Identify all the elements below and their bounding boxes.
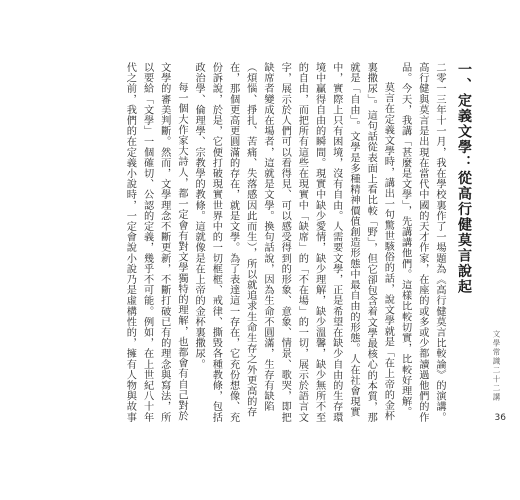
body-text [124,62,448,432]
paragraph: 二零一三年十一月，我在學校裏作了一場題為《高行健莫言比較論》的演講。高行健與莫言是出現在當代中國的天才作家，在座的或多或少都讀過他們的作品。今天，我講「甚麼是文學」，先講講他們。這樣比較切實，比較好理解。 [399,62,445,423]
paragraph: 每一個大作家大詩人，都一定會有對文學獨特的理解，也都會有自己對於文學的審美判斷。然而，文學理念不斷更新，不斷打破已有的理念與寫法，所以要給「文學」一個確切、公認的定義，幾乎不可能。例如，在上世紀八十年代之前，我們的在定義小說時，一定會說小說乃是虛構性的，擁有人物與故事 [124,62,187,423]
page-number: 36 [494,413,506,423]
paragraph: 莫言在定義文學時，講出一句驚世駭俗的話，說文學就是「在上帝的金杯裏撒尿」。這句話從表面上看比較「野」，但它卻包含着文學最核心的本質，那就是「自由」。文學是多種精神價值創造形態中最自由的形態。人在社會現實中，實際上只有困境，沒有自由。人需要文學，正是希望在缺少自由的生存環境中贏得自由的瞬間。現實中缺少愛情，缺少理解，缺少溫馨，缺少無所不至的自由，而把所有這些在現實中「缺席」的「不在場」的一切，展示於語言文字，展示於人們可以看得見、可以感受得到的形象、意象、情景、歌哭，即把缺席者變成在場者，這就是文學。換句話說，因為生命不圓滿，生存有缺陷（煩惱、掙扎、苦痛、失落感因此而生），所以就追求生命生存之外更高的存在，那個更高更圓滿的存在，就是文學。為了表達這一存在，它充份想像、充份訴說，於是，它便打破現實世界中的一切框框、戒律、撕毀各種教條，包括政治學、倫理學、宗教學的教條。這就像是在上帝的金杯裏撒尿。 [193,62,394,423]
section-heading: 一、定義文學：從高行健莫言說起 [456,62,472,295]
running-head: 文學常識二十二講 [492,330,501,402]
